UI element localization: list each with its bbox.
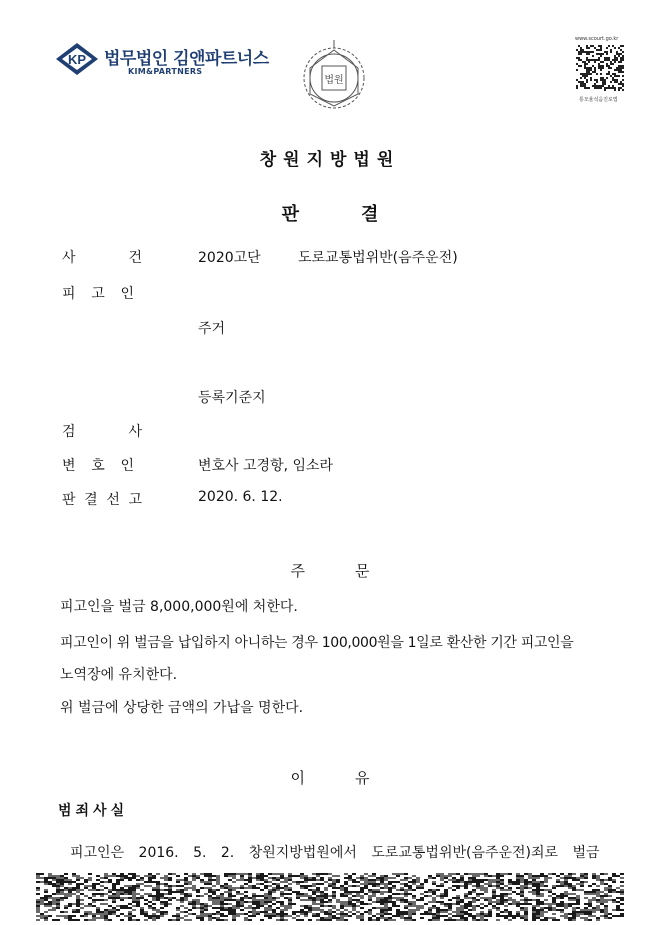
label-char: 사 bbox=[62, 250, 76, 266]
case-label bbox=[62, 247, 142, 267]
seal-text: 법원 bbox=[324, 75, 344, 86]
crime-facts-line: 피고인은 2016. 5. 2. 창원지방법원에서 도로교통법위반(음주운전)죄로 벌금 bbox=[70, 845, 600, 861]
verdict-date-label bbox=[62, 489, 142, 509]
ruling-line: 노역장에 유치한다. bbox=[60, 667, 178, 683]
label-char: 변 bbox=[62, 458, 76, 474]
label-char: 검 bbox=[62, 424, 76, 440]
kp-monogram-icon bbox=[55, 42, 99, 76]
svg-text:KP: KP bbox=[67, 52, 87, 67]
counsel-label bbox=[62, 455, 134, 475]
label-char: 인 bbox=[120, 458, 134, 474]
redacted-area bbox=[36, 873, 624, 921]
label-char: 고 bbox=[91, 286, 105, 302]
qr-code-icon bbox=[576, 45, 624, 91]
ruling-line: 위 벌금에 상당한 금액의 가납을 명한다. bbox=[60, 700, 304, 716]
label-char: 판 bbox=[62, 492, 76, 508]
firm-name: 법무법인 김앤파트너스 bbox=[104, 49, 269, 69]
case-name: 도로교통법위반(음주운전) bbox=[298, 250, 458, 266]
label-char: 결 bbox=[84, 492, 98, 508]
label-char: 호 bbox=[91, 458, 105, 474]
label-char: 사 bbox=[128, 424, 142, 440]
label-char: 인 bbox=[120, 286, 134, 302]
crime-facts-heading: 범죄사실 bbox=[58, 803, 129, 819]
verdict-date: 2020. 6. 12. bbox=[198, 489, 283, 505]
firm-name-en: KIM&PARTNERS bbox=[128, 67, 203, 76]
reasons-heading: 이유 bbox=[290, 769, 420, 787]
label-char: 건 bbox=[128, 250, 142, 266]
prosecutor-label bbox=[62, 421, 142, 441]
qr-caption: 통모율석음진로법 bbox=[579, 97, 618, 103]
ruling-line: 피고인이 위 벌금을 납입하지 아니하는 경우 100,000원을 1일로 환산한 기간 피고인을 bbox=[60, 635, 574, 651]
document-title: 판결 bbox=[281, 204, 441, 225]
court-name: 창원지방법원 bbox=[259, 150, 401, 170]
court-seal-icon bbox=[298, 36, 370, 116]
counsel-value: 변호사 고경항, 임소라 bbox=[198, 458, 334, 474]
ruling-line: 피고인을 벌금 8,000,000원에 처한다. bbox=[60, 599, 298, 615]
case-number: 2020고단 bbox=[198, 250, 261, 266]
ruling-heading: 주문 bbox=[290, 562, 420, 580]
label-char: 피 bbox=[62, 286, 76, 302]
address-label: 주거 bbox=[198, 321, 226, 337]
qr-url: www.scourt.go.kr bbox=[575, 36, 619, 42]
defendant-label bbox=[62, 283, 134, 303]
label-char: 고 bbox=[128, 492, 142, 508]
label-char: 선 bbox=[106, 492, 120, 508]
registered-domicile-label: 등록기준지 bbox=[198, 390, 266, 406]
